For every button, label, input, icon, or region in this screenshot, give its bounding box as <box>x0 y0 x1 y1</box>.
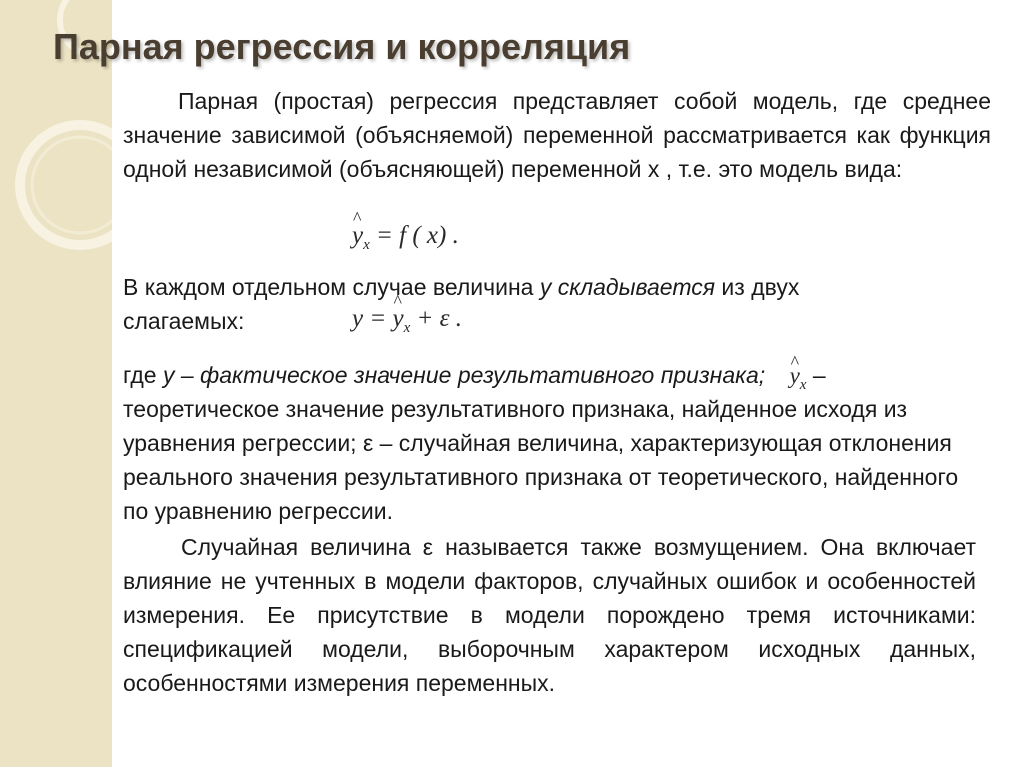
y-hat-inline: ^ $y_x$ <box>790 363 807 388</box>
decorative-circles <box>0 0 112 767</box>
formula-sum <box>352 305 462 337</box>
formula-model-rhs: = f ( x) . <box>376 222 459 249</box>
p3-lead: где <box>123 362 163 388</box>
decorative-side-strip <box>0 0 112 767</box>
p2-lead: В каждом отдельном случае величина <box>123 274 540 300</box>
paragraph-where-rest: теоретическое значение результативного признака, найденное исходя из уравнения регрессии; ε – случайная величина, характеризующая отклонения реального значения результативного признака от теоретического, найденного по уравнению регрессии. <box>123 396 959 524</box>
paragraph-disturbance: Случайная величина ε называется также возмущением. Она включает влияние не учтенных в модели факторов, случайных ошибок и особенностей измерения. Ее присутствие в модели порождено тремя источниками: спецификацией модели, выборочным характером исходных данных, особенностями измерения переменных. <box>123 534 976 696</box>
formula-model <box>352 222 459 254</box>
slide-title: Парная регрессия и корреляция <box>53 26 631 67</box>
y-hat-subscript: x <box>363 237 370 253</box>
p2-tail: из двух <box>715 274 800 300</box>
paragraph-definition: Парная (простая) регрессия представляет собой модель, где среднее значение зависимой (объясняемой) переменной рассматривается как функция одной независимой (объясняющей) переменной х , т.е. это модель вида: <box>123 88 991 182</box>
formula-sum-rhs: + ε . <box>410 305 462 332</box>
p2-italic: y складывается <box>539 274 716 300</box>
p3-italic: y – фактическое значение результативного признака; <box>162 362 766 388</box>
y-hat-2: ^ y <box>392 305 403 333</box>
p3-dash: – <box>806 362 826 388</box>
y-hat-2-subscript: x <box>403 320 411 336</box>
paragraph-sum <box>123 270 983 304</box>
y-hat: ^ y <box>352 222 363 250</box>
paragraph-sum-line2: слагаемых: <box>123 308 245 334</box>
formula-sum-lhs: y = <box>352 305 393 332</box>
